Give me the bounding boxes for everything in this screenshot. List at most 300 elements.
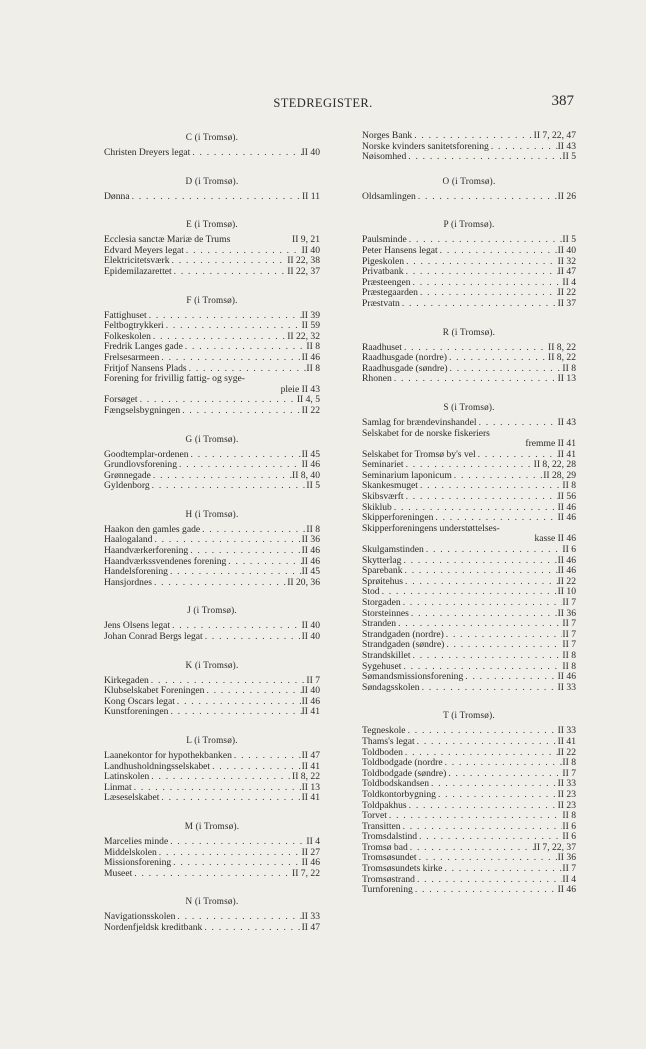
entry-name: Stranden [362,618,397,630]
entry-name: Præstvatn [362,297,400,309]
dot-leader [446,769,562,780]
entry-reference: II 40 [557,244,576,256]
dot-leader [189,450,302,461]
index-entry-toldpakhus [362,801,576,812]
section-heading: M (i Tromsø). [184,820,240,831]
entry-reference: II 36 [301,534,320,546]
entry-name: Epidemilazarettet [104,265,172,277]
entry-reference: pleie II 43 [280,383,320,395]
entry-name: Oldsamlingen [362,190,416,202]
entry-reference: II 8 [306,341,320,353]
entry-reference: II 8 [306,523,320,535]
entry-reference: II 8, 22 [292,771,320,783]
entry-name: Samlag for brændevinshandel [362,416,477,428]
entry-reference: II 33 [557,681,576,693]
index-section [104,175,320,203]
entry-name: Elektricitetsværk [104,255,170,267]
entry-reference: II 41 [301,792,320,804]
dot-leader [436,790,558,801]
dot-leader [418,288,558,299]
dot-leader [415,737,558,748]
entry-name: Torvet [362,810,387,822]
dot-leader [203,632,302,643]
entry-name: Feltbogtrykkeri [104,320,164,332]
entry-reference: II 41 [301,760,320,772]
dot-leader [411,278,563,289]
entry-reference: II 23 [557,788,576,800]
entry-name: Forsøget [104,394,138,406]
entry-reference: II 26 [557,190,576,202]
index-section [362,218,576,309]
dot-leader [130,192,302,203]
dot-leader [159,353,301,364]
entry-name: Skipperforeningens understøttelses- [362,522,500,534]
entry-reference: II 10 [557,586,576,598]
index-entry-s-ndagsskolen [362,683,576,694]
entry-name: Selskabet for de norske fiskeriers [362,427,490,439]
dot-leader [180,406,301,417]
dot-leader [190,148,301,159]
entry-reference: II 46 [557,554,576,566]
entry-reference: II 8, 22 [548,341,576,353]
dot-leader [200,525,306,536]
entry-reference: II 46 [557,671,576,683]
index-entry-skibsv-rft [362,492,576,503]
entry-reference: II 7 [562,767,576,779]
index-entry-f-ngselsbygningen [104,406,320,417]
entry-name: Skytterlag [362,554,402,566]
dot-leader [401,822,563,833]
section-heading: L (i Tromsø). [186,735,238,745]
index-entry-toldkontorbygning [362,790,576,801]
index-entry-peter-hansens-legat [362,246,576,257]
index-section [104,218,320,277]
index-section [362,326,576,385]
dot-leader [168,707,301,718]
entry-reference: II 33 [557,778,576,790]
entry-reference: II 22 [557,746,576,758]
entry-reference: II 41 [557,735,576,747]
entry-reference: II 7 [562,628,576,640]
entry-name: Tromsøsundet [362,852,417,864]
entry-name: Nøisomhed [362,151,407,163]
entry-reference: II 36 [557,607,576,619]
index-entry-gyldenborg [104,481,320,492]
entry-reference: II 36 [557,852,576,864]
entry-name: Fattighuset [104,309,147,321]
index-entry-laanekontor-for-hypothekbanken [104,751,320,762]
entry-reference: II 7 [306,674,320,686]
dot-leader [168,567,302,578]
section-heading: D (i Tromsø). [185,175,239,186]
entry-name: Seminarium laponicum [362,469,452,481]
entry-name: Fængselsbygningen [104,404,181,416]
entry-name: Gyldenborg [104,480,150,492]
right-column [362,131,576,896]
entry-reference: II 4, 5 [296,394,320,406]
entry-reference: II 46 [557,501,576,513]
index-entry-oldsamlingen [362,192,576,203]
dot-leader [210,762,302,773]
entry-reference: II 41 [301,706,320,718]
entry-name: Tromsø bad [362,841,408,853]
entry-reference: II 27 [301,846,320,858]
entry-reference: II 23 [557,799,576,811]
index-entry-rhonen [362,374,576,385]
entry-name: Navigationsskolen [104,911,176,923]
entry-name: Johan Conrad Bergs legat [104,631,203,643]
entry-name: Latinskolen [104,771,150,783]
entry-reference: II 47 [557,266,576,278]
entry-reference: II 40 [301,685,320,697]
entry-reference: II 22 [301,404,320,416]
entry-reference: II 8 [562,810,576,822]
entry-name: Kong Oscars legat [104,695,175,707]
entry-name: Fritjof Nansens Plads [104,362,187,374]
entry-name: Folkeskolen [104,330,151,342]
dot-leader [387,811,563,822]
index-section [362,709,576,896]
entry-reference: II 59 [301,320,320,332]
dot-leader [448,364,563,375]
dot-leader [392,374,558,385]
entry-reference: II 8, 22 [548,352,576,364]
entry-reference: II 5 [562,151,576,163]
dot-leader [183,342,307,353]
entry-name: Skiklub [362,501,392,513]
index-entry-latinskolen [104,772,320,783]
entry-name: Privatbank [362,266,404,278]
entry-name: Norske kvinders sanitetsforening [362,140,489,152]
index-section [104,820,320,879]
section-heading: P (i Tromsø). [443,219,495,230]
entry-name: Laanekontor for hypothekbanken [104,750,232,761]
entry-reference: II 43 [557,140,576,152]
dot-leader [477,418,558,429]
section-heading: H (i Tromsø). [185,508,239,519]
dot-leader [411,651,563,662]
entry-name: Rhonen [362,373,392,385]
entry-reference: II 43 [557,416,576,428]
entry-reference: II 5 [562,234,576,246]
entry-name: Tromsøstrand [362,873,415,885]
index-entry-n-isomhed [362,152,576,163]
section-heading: G (i Tromsø). [185,433,239,444]
entry-reference: II 11 [301,190,320,202]
dot-leader [489,142,558,153]
index-entry-marcelies-minde [104,837,320,848]
dot-leader [401,598,563,609]
entry-reference: II 7, 22, 37 [533,841,576,853]
entry-reference: II 45 [301,448,320,460]
page-number: 387 [551,93,574,109]
entry-reference: II 33 [301,911,320,923]
entry-name: Ecclesia sanctæ Mariæ de Trums [104,234,231,246]
entry-name: Forening for frivillig fattig- og syge- [104,373,245,385]
entry-name: Skankesmuget [362,480,418,492]
entry-name: Peter Hansens legat [362,244,438,256]
dot-leader [168,837,306,848]
index-section [104,294,320,417]
entry-name: Toldkontorbygning [362,788,436,800]
dot-leader [151,471,292,482]
entry-reference: II 8 [306,362,320,374]
entry-reference: II 6 [562,820,576,832]
dot-leader [184,246,302,257]
entry-name: Pigeskolen [362,255,405,267]
entry-name: Toldbodgade (søndre) [362,767,447,779]
index-section [104,508,320,589]
entry-name: Kirkegaden [104,674,149,686]
entry-reference: fremme II 41 [525,438,576,450]
entry-reference: II 40 [301,147,320,158]
entry-name: Strandgaden (nordre) [362,628,444,640]
entry-name: Thams's legat [362,735,415,747]
dot-leader [442,864,562,875]
entry-name: Fredrik Langes gade [104,341,183,353]
entry-name: Kunstforeningen [104,706,169,718]
entry-name: Handelsforening [104,566,168,578]
entry-reference: II 22, 37 [287,265,320,277]
entry-reference: II 46 [301,555,320,567]
entry-name: Sprøitehus [362,575,404,587]
entry-name: Raadhusgade (søndre) [362,362,448,374]
entry-name: Præsteengen [362,276,411,288]
index-entry-l-seselskabet [104,793,320,804]
entry-name: Toldpakhus [362,799,407,811]
entry-reference: II 13 [557,373,576,385]
entry-reference: II 7 [562,597,576,608]
entry-name: Haalogaland [104,534,153,546]
index-entry-hansjordnes [104,578,320,589]
dot-leader [452,471,543,482]
section-heading: E (i Tromsø). [186,219,238,230]
entry-name: Dønna [104,190,130,202]
entry-name: Toldbodgade (nordre [362,757,443,769]
index-entry-epidemilazarettet [104,267,320,278]
entry-name: Hansjordnes [104,576,152,588]
dot-leader [409,609,558,620]
entry-reference: II 47 [301,921,320,933]
index-section [104,659,320,718]
section-heading: O (i Tromsø). [442,175,496,186]
entry-reference: II 28, 29 [543,469,576,481]
entry-reference: II 22, 38 [287,255,320,267]
left-column [104,131,320,934]
entry-reference: II 8 [562,480,576,492]
index-entry-museet [104,869,320,880]
entry-name: Transitten [362,820,401,832]
section-heading: T (i Tromsø). [443,710,495,721]
entry-reference: II 32 [557,255,576,267]
entry-name: Linmat [104,781,132,793]
entry-reference: II 46 [557,512,576,524]
index-entry-pr-stvatn [362,299,576,310]
entry-reference: II 7 [562,618,576,630]
index-entry-strandskillet [362,651,576,662]
index-entry-raadhusgade-s-ndre [362,364,576,375]
entry-reference: II 7, 22 [292,867,320,879]
dot-leader [177,460,302,471]
entry-name: Goodtemplar-ordenen [104,448,189,460]
dot-leader [132,869,292,880]
entry-name: Raadhusgade (nordre) [362,352,447,364]
entry-name: Strandskillet [362,649,411,661]
dot-leader [202,923,301,934]
entry-reference: II 41 [557,448,576,460]
dot-leader [159,793,301,804]
entry-reference: II 8 [562,757,576,769]
section-heading: S (i Tromsø). [443,401,495,412]
entry-reference: II 33 [557,725,576,737]
entry-reference: II 13 [301,781,320,793]
dot-leader [407,801,558,812]
entry-name: Tromsøsundets kirke [362,863,443,875]
entry-reference: II 45 [301,566,320,578]
entry-name: Toldbodskandsen [362,778,430,790]
entry-reference: II 40 [301,631,320,643]
dot-leader [444,630,563,641]
entry-name: Sømandsmissionsforening [362,671,464,683]
entry-name: Sygehuset [362,660,402,672]
index-section [362,401,576,693]
index-section [104,131,320,159]
dot-leader [443,758,563,769]
dot-leader [149,772,292,783]
dot-leader [463,672,557,683]
entry-name: Turnforening [362,884,413,896]
dot-leader [413,885,558,896]
index-entry-frelsesarmeen [104,353,320,364]
entry-reference: II 6 [562,831,576,843]
entry-reference: II 7 [562,863,576,875]
entry-reference: II 4 [306,835,320,847]
entry-name: Christen Dreyers legat [104,147,191,158]
dot-leader [444,640,562,651]
entry-reference: II 20, 36 [287,576,320,588]
entry-name: Missionsforening [104,857,172,869]
entry-name: Skibsværft [362,491,404,503]
entry-reference: II 39 [301,309,320,321]
index-section [104,895,320,933]
entry-reference: II 8 [562,362,576,374]
entry-name: Norges Bank [362,130,413,141]
entry-name: Haakon den gamles gade [104,523,201,535]
entry-reference: II 40 [301,620,320,632]
dot-leader [408,843,534,854]
entry-reference: II 4 [562,873,576,885]
index-entry-kunstforeningen [104,707,320,718]
entry-name: Haandværkerforening [104,545,189,557]
entry-name: Museet [104,867,133,879]
dot-leader [230,235,292,246]
entry-reference: II 6 [562,544,576,556]
dot-leader [164,321,302,332]
dot-leader [175,697,302,708]
dot-leader [401,556,557,567]
index-section [104,604,320,642]
entry-reference: II 56 [557,491,576,503]
dot-leader [418,481,562,492]
dot-leader [438,246,558,257]
dot-leader [150,481,307,492]
dot-leader [172,267,288,278]
dot-leader [424,545,563,556]
entry-name: Selskabet for Tromsø by's vel [362,448,476,460]
entry-reference: II 46 [301,459,320,471]
entry-reference: II 40 [301,244,320,256]
dot-leader [404,492,558,503]
entry-name: Storgaden [362,597,401,608]
dot-leader [380,587,558,598]
dot-leader [171,858,301,869]
entry-name: Grundlovsforening [104,459,178,471]
dot-leader [406,152,562,163]
dot-leader [157,848,302,859]
entry-reference: II 22 [557,287,576,299]
running-title: STEDREGISTER. [273,96,373,110]
entry-reference: II 7 [562,639,576,651]
entry-name: Præstegaarden [362,287,418,299]
entry-name: Klubselskabet Foreningen [104,685,205,697]
section-heading: K (i Tromsø). [185,659,239,670]
entry-reference: II 46 [301,545,320,557]
entry-reference: II 46 [301,695,320,707]
entry-reference: II 8, 22, 28 [533,459,576,471]
entry-name: Marcelies minde [104,835,169,847]
dot-leader [447,353,548,364]
index-entry-storgaden [362,598,576,609]
entry-name: Raadhuset [362,341,402,353]
entry-name: Paulsminde [362,234,407,246]
entry-name: Skipperforeningen [362,512,434,524]
dot-leader [403,577,558,588]
dot-leader [232,751,302,762]
entry-reference: II 8 [562,649,576,661]
entry-reference: II 22 [557,575,576,587]
dot-leader [412,131,533,142]
dot-leader [204,686,301,697]
index-section [104,433,320,492]
dot-leader [429,779,558,790]
dot-leader [226,557,301,568]
index-entry-thams-s-legat [362,737,576,748]
entry-reference: II 46 [301,351,320,363]
entry-name: Edvard Meyers legat [104,244,184,256]
entry-reference: II 37 [557,297,576,309]
entry-name: Sparebank [362,565,403,577]
entry-reference: II 47 [301,750,320,761]
entry-reference: II 8, 40 [292,469,320,481]
entry-name: Frelsesarmeen [104,351,160,363]
entry-name: Grønnegade [104,469,151,481]
entry-name: Skulgamstinden [362,544,424,556]
dot-leader [400,299,558,310]
index-entry-nordenfjeldsk-kreditbank [104,923,320,934]
dot-leader [403,566,558,577]
entry-name: Toldboden [362,746,403,758]
entry-name: Haandværkssvendenes forening [104,555,227,567]
section-heading: C (i Tromsø). [185,132,239,142]
entry-name: Tegneskole [362,725,406,737]
index-section [362,131,576,163]
dot-leader [416,192,558,203]
index-entry-johan-conrad-bergs-legat [104,632,320,643]
dot-leader [404,257,558,268]
index-section [104,734,320,804]
entry-reference: II 7, 22, 47 [533,130,576,141]
entry-reference: II 46 [557,565,576,577]
